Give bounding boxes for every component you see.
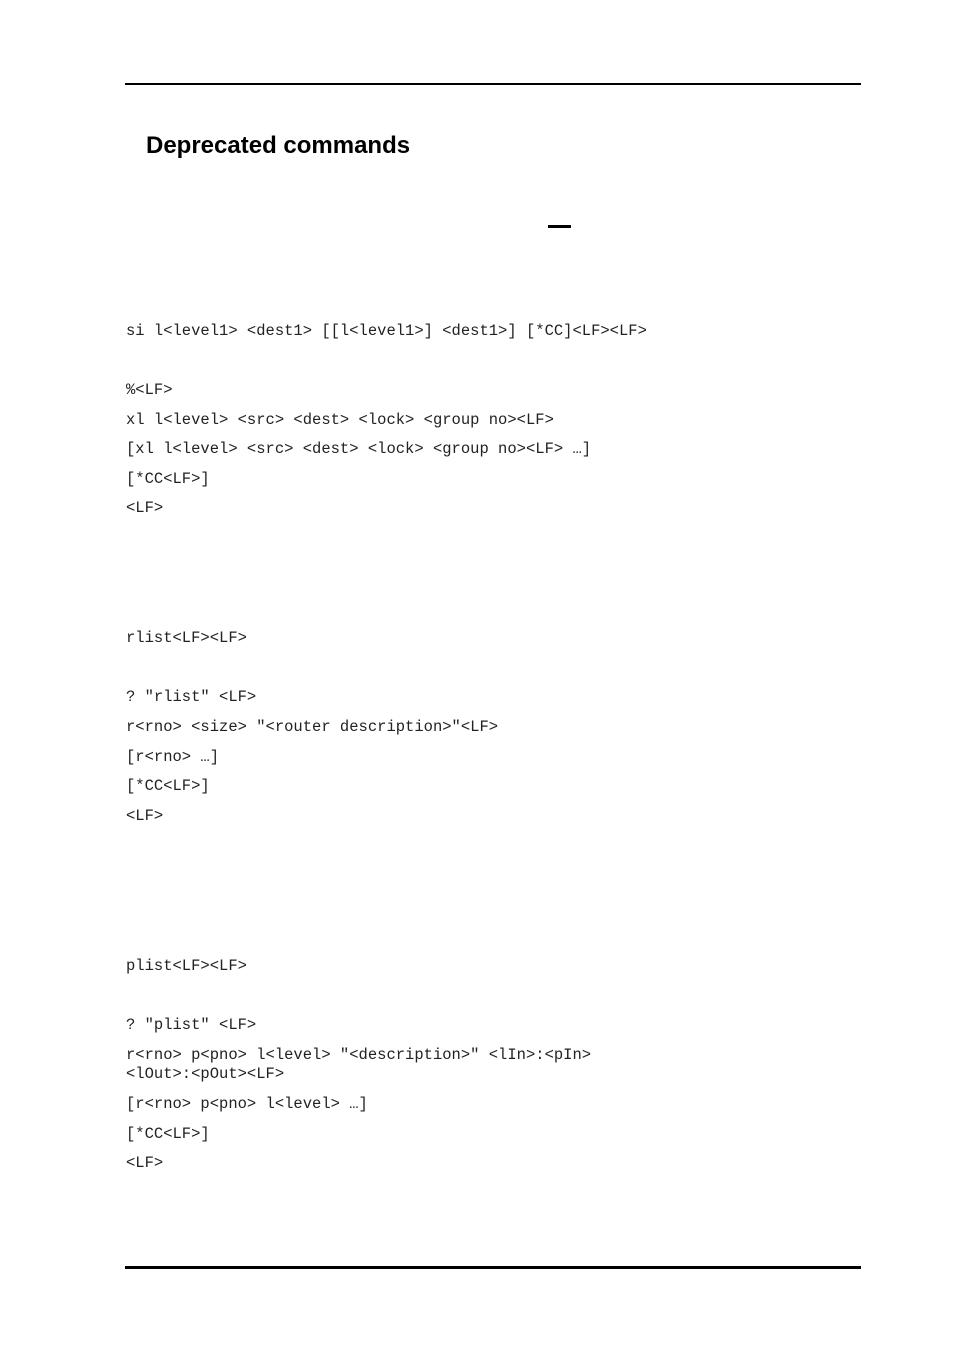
plist-response-line: [*CC<LF>] <box>126 1125 210 1143</box>
rlist-response-line: [r<rno> …] <box>126 748 220 766</box>
si-response-line: [*CC<LF>] <box>126 470 210 488</box>
si-response-line: %<LF> <box>126 381 173 399</box>
rlist-response-line: [*CC<LF>] <box>126 777 210 795</box>
plist-response-line: [r<rno> p<pno> l<level> …] <box>126 1095 368 1113</box>
plist-response-line: <LF> <box>126 1154 164 1172</box>
rlist-command: rlist<LF><LF> <box>126 629 247 647</box>
plist-command: plist<LF><LF> <box>126 957 247 975</box>
rlist-response-line: <LF> <box>126 807 164 825</box>
header-rule <box>125 83 861 85</box>
si-command: si l<level1> <dest1> [[l<level1>] <dest1>] [*CC]<LF><LF> <box>126 322 647 340</box>
section-heading: Deprecated commands <box>146 132 411 159</box>
si-response-line: [xl l<level> <src> <dest> <lock> <group no><LF> …] <box>126 440 592 458</box>
rlist-response-line: ? "rlist" <LF> <box>126 688 257 706</box>
rlist-response-line: r<rno> <size> "<router description>"<LF> <box>126 718 499 736</box>
plist-response-line: ? "plist" <LF> <box>126 1016 257 1034</box>
si-response-line: xl l<level> <src> <dest> <lock> <group no><LF> <box>126 411 554 429</box>
plist-response-line: r<rno> p<pno> l<level> "<description>" <lIn>:<pIn> <lOut>:<pOut><LF> <box>126 1046 592 1083</box>
si-response-line: <LF> <box>126 499 164 517</box>
dash-mark <box>548 225 571 228</box>
footer-rule <box>125 1266 861 1269</box>
